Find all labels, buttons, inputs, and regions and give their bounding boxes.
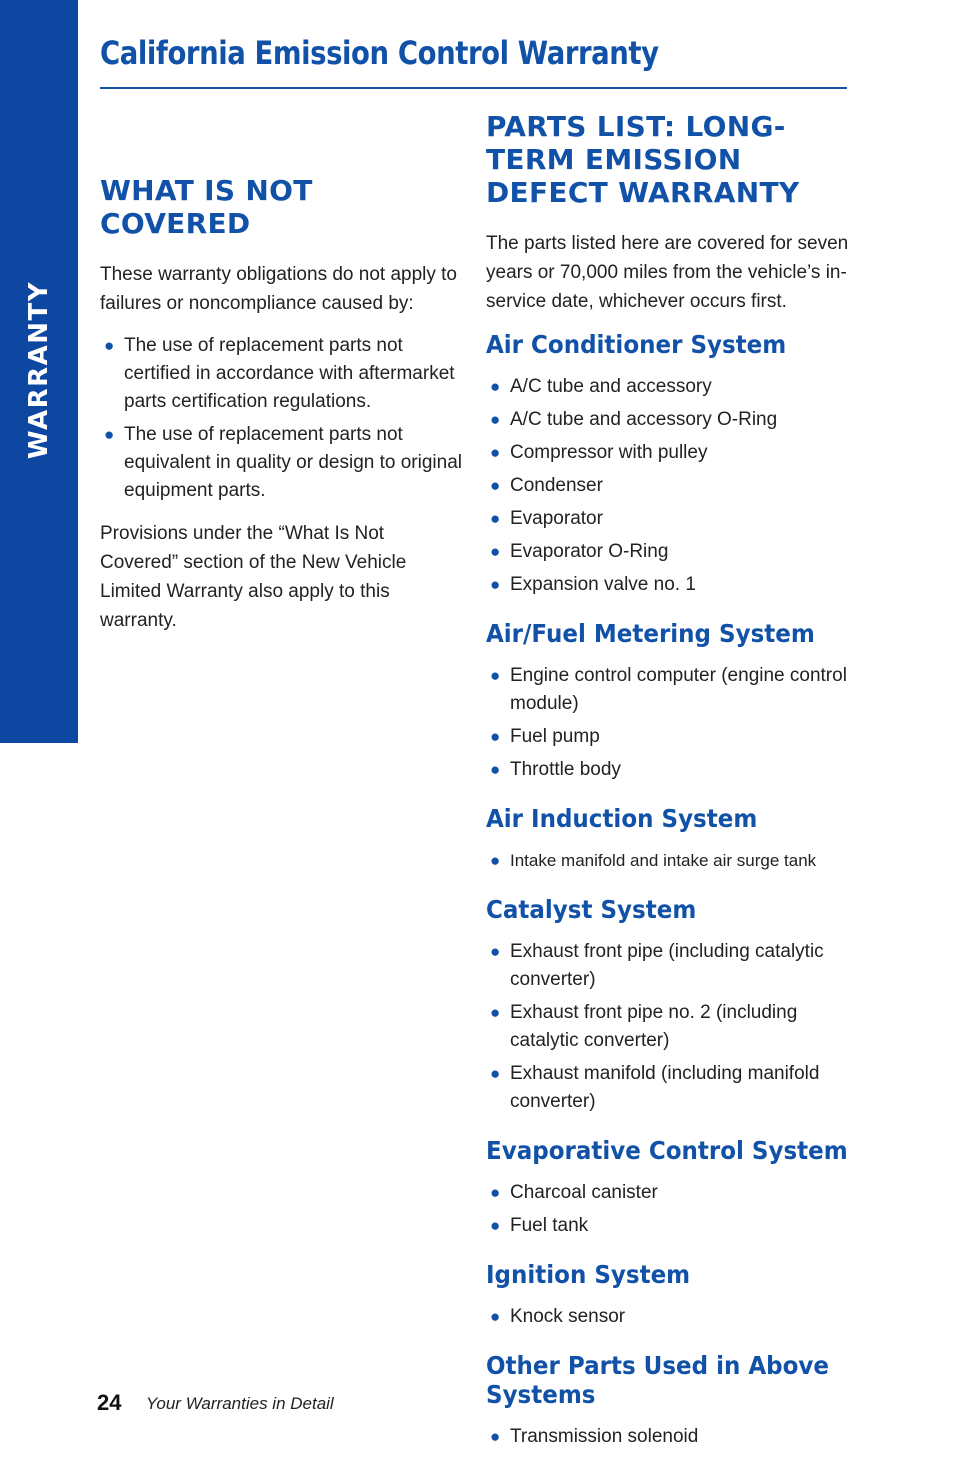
- side-tab: [0, 0, 78, 743]
- not-covered-list: [100, 332, 462, 505]
- list-item: ● Charcoal canister: [486, 1179, 851, 1207]
- right-column: [486, 110, 851, 1471]
- bullet-dot-icon: ●: [490, 1003, 501, 1022]
- bullet-dot-icon: ●: [490, 851, 501, 870]
- bullet-dot-icon: ●: [104, 336, 115, 355]
- list-item: ● Fuel tank: [486, 1212, 851, 1240]
- section-other-parts: [486, 1351, 851, 1451]
- list-item: ● Intake manifold and intake air surge tank: [486, 847, 851, 875]
- list-item: ● Transmission solenoid: [486, 1423, 851, 1451]
- bullet-dot-icon: ●: [490, 1427, 501, 1446]
- parts-list-heading: PARTS LIST: LONG-TERM EMISSION DEFECT WARRANTY: [486, 110, 800, 209]
- list-item: ● Expansion valve no. 1: [486, 571, 851, 599]
- list-item: ● Knock sensor: [486, 1303, 851, 1331]
- bullet-dot-icon: ●: [490, 575, 501, 594]
- list-item: ● Condenser: [486, 472, 851, 500]
- bullet-dot-icon: ●: [490, 1064, 501, 1083]
- section-evaporative-control: [486, 1136, 851, 1240]
- title-rule: [100, 87, 847, 89]
- list-item: ● Throttle body: [486, 756, 851, 784]
- list-item: ● Evaporator: [486, 505, 851, 533]
- parts-list: [486, 1423, 851, 1451]
- section-title: Air/Fuel Metering System: [486, 619, 815, 648]
- section-title: Catalyst System: [486, 895, 697, 924]
- side-tab-label: WARRANTY: [24, 280, 54, 460]
- footer-text: Your Warranties in Detail: [146, 1394, 334, 1413]
- parts-list: [486, 847, 851, 875]
- list-item: ● A/C tube and accessory: [486, 373, 851, 401]
- list-item: ● Evaporator O-Ring: [486, 538, 851, 566]
- list-item: ● The use of replacement parts not certified in accordance with aftermarket parts certification regulations.: [100, 332, 462, 416]
- section-title: Air Induction System: [486, 804, 758, 833]
- list-item: ● Exhaust front pipe (including catalytic converter): [486, 938, 851, 994]
- bullet-dot-icon: ●: [490, 509, 501, 528]
- not-covered-intro: These warranty obligations do not apply to failures or noncompliance caused by:: [100, 264, 457, 314]
- list-item: ● Exhaust manifold (including manifold converter): [486, 1060, 851, 1116]
- list-item: ● Exhaust front pipe no. 2 (including catalytic converter): [486, 999, 851, 1055]
- bullet-dot-icon: ●: [490, 942, 501, 961]
- bullet-dot-icon: ●: [490, 443, 501, 462]
- list-item: ● A/C tube and accessory O-Ring: [486, 406, 851, 434]
- parts-list: [486, 1179, 851, 1240]
- bullet-dot-icon: ●: [490, 476, 501, 495]
- bullet-dot-icon: ●: [490, 377, 501, 396]
- provisions-text: Provisions under the “What Is Not Covered” section of the New Vehicle Limited Warranty also apply to this warranty.: [100, 523, 407, 631]
- parts-list: [486, 1303, 851, 1331]
- page-number: 24: [97, 1390, 122, 1415]
- list-item: ● Engine control computer (engine control module): [486, 662, 851, 718]
- section-air-conditioner: [486, 330, 851, 599]
- left-column: [100, 174, 462, 649]
- section-title: Ignition System: [486, 1260, 691, 1289]
- bullet-dot-icon: ●: [490, 1216, 501, 1235]
- section-ignition: [486, 1260, 851, 1331]
- list-item: ● The use of replacement parts not equivalent in quality or design to original equipment parts.: [100, 421, 462, 505]
- section-title: Air Conditioner System: [486, 330, 787, 359]
- list-item: ● Compressor with pulley: [486, 439, 851, 467]
- parts-list: [486, 938, 851, 1116]
- parts-list: [486, 373, 851, 599]
- bullet-dot-icon: ●: [490, 727, 501, 746]
- bullet-dot-icon: ●: [490, 760, 501, 779]
- section-air-induction: [486, 804, 851, 875]
- section-catalyst: [486, 895, 851, 1116]
- bullet-dot-icon: ●: [490, 410, 501, 429]
- bullet-dot-icon: ●: [104, 425, 115, 444]
- bullet-dot-icon: ●: [490, 542, 501, 561]
- bullet-dot-icon: ●: [490, 666, 501, 685]
- section-title: Other Parts Used in Above Systems: [486, 1351, 830, 1409]
- section-air-fuel-metering: [486, 619, 851, 784]
- parts-list: [486, 662, 851, 784]
- section-title: Evaporative Control System: [486, 1136, 848, 1165]
- page-title: California Emission Control Warranty: [100, 34, 659, 72]
- parts-list-intro: The parts listed here are covered for seven years or 70,000 miles from the vehicle’s in-service date, whichever occurs first.: [486, 233, 849, 312]
- bullet-dot-icon: ●: [490, 1307, 501, 1326]
- list-item: ● Fuel pump: [486, 723, 851, 751]
- bullet-dot-icon: ●: [490, 1183, 501, 1202]
- not-covered-heading: WHAT IS NOT COVERED: [100, 174, 313, 240]
